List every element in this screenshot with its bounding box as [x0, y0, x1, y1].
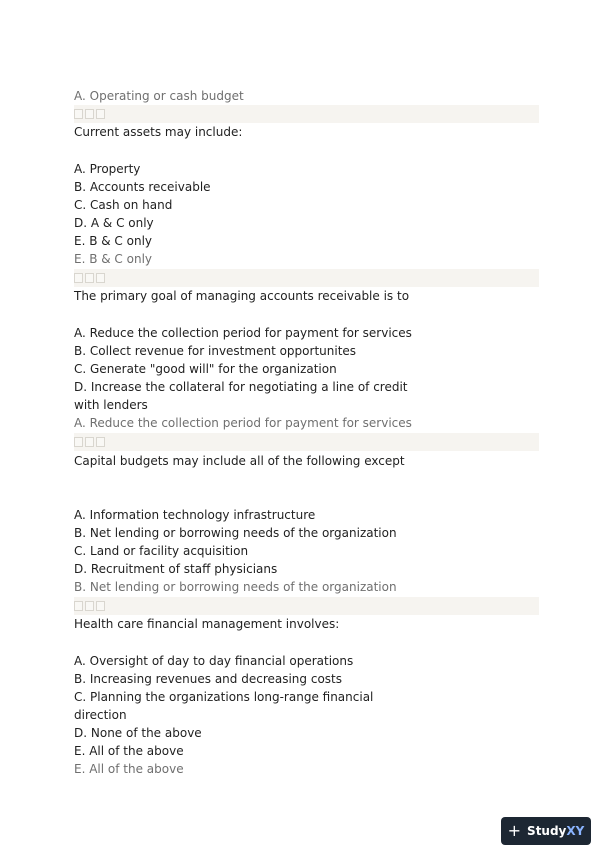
option-line: D. None of the above — [74, 726, 202, 740]
card-divider — [74, 105, 539, 123]
option-line: D. Recruitment of staff physicians — [74, 562, 278, 576]
answer-line: A. Reduce the collection period for payment for services — [74, 416, 412, 430]
placeholder-glyph-icon — [96, 109, 105, 119]
placeholder-glyph-icon — [85, 601, 94, 611]
logo-suffix: XY — [566, 824, 585, 838]
option-line: D. A & C only — [74, 216, 154, 230]
plus-icon: + — [507, 821, 522, 840]
question-text: Capital budgets may include all of the following except — [74, 454, 405, 468]
question-text: The primary goal of managing accounts receivable is to — [74, 289, 410, 303]
card-divider — [74, 269, 539, 287]
studyxy-logo[interactable] — [501, 817, 591, 845]
option-line: A. Oversight of day to day financial operations — [74, 654, 354, 668]
option-line: D. Increase the collateral for negotiating a line of credit — [74, 380, 408, 394]
card-divider — [74, 597, 539, 615]
placeholder-glyph-icon — [96, 601, 105, 611]
answer-line: E. B & C only — [74, 252, 153, 266]
option-line: B. Accounts receivable — [74, 180, 211, 194]
option-line: A. Property — [74, 162, 141, 176]
option-line: C. Cash on hand — [74, 198, 173, 212]
option-line: A. Reduce the collection period for payment for services — [74, 326, 412, 340]
question-text: Current assets may include: — [74, 125, 243, 139]
placeholder-glyph-icon — [74, 437, 83, 447]
option-line: B. Net lending or borrowing needs of the organization — [74, 526, 397, 540]
placeholder-glyph-icon — [74, 109, 83, 119]
card-divider — [74, 433, 539, 451]
answer-line: A. Operating or cash budget — [74, 89, 244, 103]
option-line: E. All of the above — [74, 744, 184, 758]
option-line: E. B & C only — [74, 234, 153, 248]
option-line: C. Planning the organizations long-range financial — [74, 690, 374, 704]
placeholder-glyph-icon — [85, 437, 94, 447]
answer-line: B. Net lending or borrowing needs of the organization — [74, 580, 397, 594]
option-line: direction — [74, 708, 127, 722]
question-text: Health care financial management involves: — [74, 617, 340, 631]
option-line: A. Information technology infrastructure — [74, 508, 316, 522]
option-line: C. Land or facility acquisition — [74, 544, 249, 558]
placeholder-glyph-icon — [96, 437, 105, 447]
placeholder-glyph-icon — [96, 273, 105, 283]
placeholder-glyph-icon — [85, 109, 94, 119]
option-line: C. Generate "good will" for the organization — [74, 362, 337, 376]
option-line: with lenders — [74, 398, 148, 412]
answer-line: E. All of the above — [74, 762, 184, 776]
placeholder-glyph-icon — [74, 601, 83, 611]
placeholder-glyph-icon — [74, 273, 83, 283]
option-line: B. Collect revenue for investment opportunites — [74, 344, 357, 358]
option-line: B. Increasing revenues and decreasing costs — [74, 672, 342, 686]
placeholder-glyph-icon — [85, 273, 94, 283]
logo-brand: Study — [527, 824, 567, 838]
